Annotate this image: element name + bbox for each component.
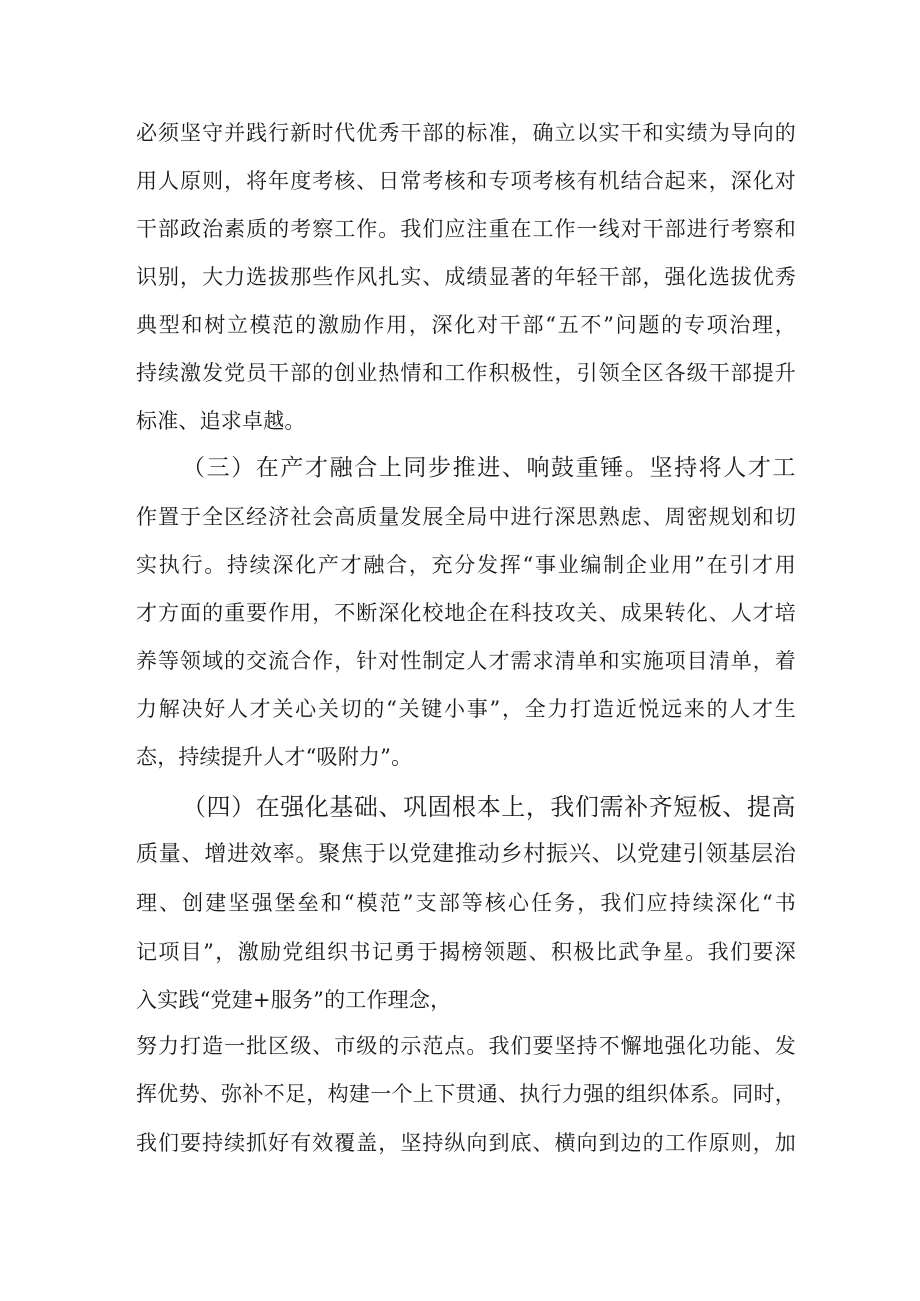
text-line: 才方面的重要作用，不断深化校地企在科技攻关、成果转化、人才培 bbox=[136, 601, 796, 625]
section-heading-line: （三）在产才融合上同步推进、响鼓重锤。坚持将人才工 bbox=[182, 455, 796, 481]
text-line: 干部政治素质的考察工作。我们应注重在工作一线对干部进行考察和 bbox=[136, 217, 796, 241]
text-line: 典型和树立模范的激励作用，深化对干部“五不”问题的专项治理， bbox=[136, 313, 796, 337]
text-line: 理、创建坚强堡垒和“模范”支部等核心任务，我们应持续深化“书 bbox=[136, 891, 796, 915]
section-heading-line: （四）在强化基础、巩固根本上，我们需补齐短板、提高 bbox=[182, 793, 796, 821]
text-line: 识别，大力选拔那些作风扎实、成绩显著的年轻干部，强化选拔优秀 bbox=[136, 265, 796, 289]
text-line: 持续激发党员干部的创业热情和工作积极性，引领全区各级干部提升 bbox=[136, 361, 796, 385]
text-line: 我们要持续抓好有效覆盖，坚持纵向到底、横向到边的工作原则，加 bbox=[136, 1131, 796, 1155]
text-line: 记项目”，激励党组织书记勇于揭榜领题、积极比武争星。我们要深 bbox=[136, 940, 796, 964]
text-line: 标准、追求卓越。 bbox=[136, 409, 306, 433]
text-line: 态，持续提升人才“吸附力”。 bbox=[136, 745, 413, 769]
text-line: 用人原则，将年度考核、日常考核和专项考核有机结合起来，深化对 bbox=[136, 169, 796, 193]
text-line: 养等领域的交流合作，针对性制定人才需求清单和实施项目清单，着 bbox=[136, 649, 796, 673]
text-line: 实执行。持续深化产才融合，充分发挥“事业编制企业用”在引才用 bbox=[136, 553, 796, 577]
text-line: 必须坚守并践行新时代优秀干部的标准，确立以实干和实绩为导向的 bbox=[136, 121, 796, 145]
text-line: 质量、增进效率。聚焦于以党建推动乡村振兴、以党建引领基层治 bbox=[136, 842, 796, 867]
text-line: 作置于全区经济社会高质量发展全局中进行深思熟虑、周密规划和切 bbox=[136, 505, 796, 529]
text-line: 挥优势、弥补不足，构建一个上下贯通、执行力强的组织体系。同时， bbox=[136, 1082, 796, 1106]
text-line: 努力打造一批区级、市级的示范点。我们要坚持不懈地强化功能、发 bbox=[136, 1034, 796, 1058]
text-line: 力解决好人才关心关切的“关键小事”，全力打造近悦远来的人才生 bbox=[136, 697, 796, 721]
text-line: 入实践“党建+服务”的工作理念， bbox=[136, 988, 452, 1012]
